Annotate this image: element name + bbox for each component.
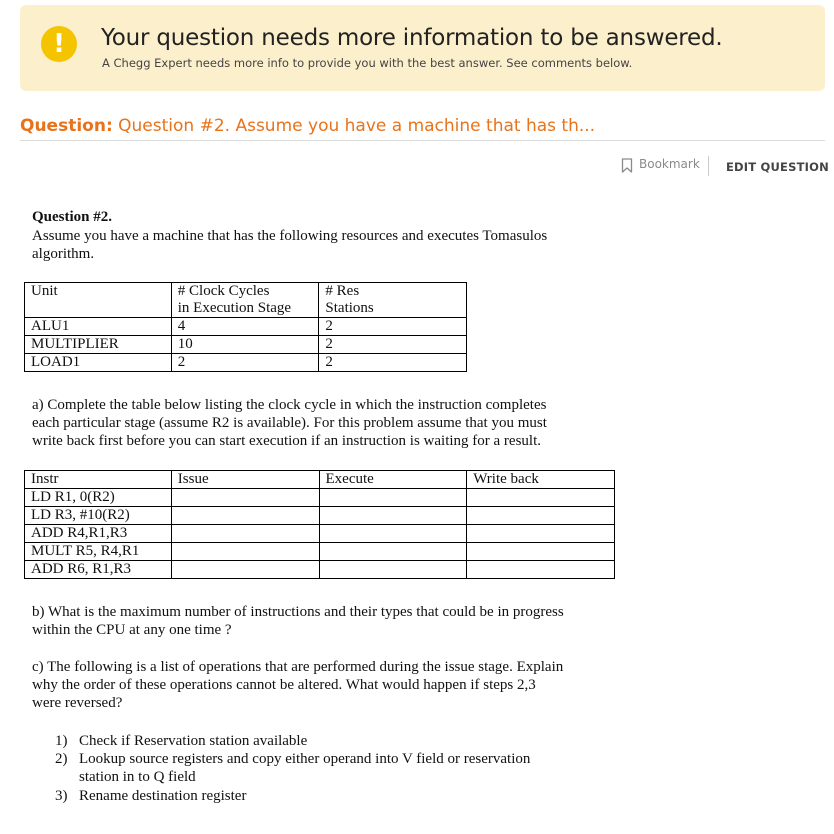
cell: MULTIPLIER <box>25 336 172 354</box>
question-heading: Question #2. <box>32 209 113 225</box>
cell: 2 <box>319 354 467 372</box>
exclamation-icon: ! <box>41 26 77 62</box>
cell <box>319 507 467 525</box>
part-c-text: were reversed? <box>32 695 123 711</box>
banner-subtitle: A Chegg Expert needs more info to provide you with the best answer. See comments below. <box>102 56 633 70</box>
header-cell: # Clock Cycles in Execution Stage <box>171 283 319 318</box>
intro-text: Assume you have a machine that has the following resources and executes Tomasulos <box>32 228 548 244</box>
part-b-text: within the CPU at any one time ? <box>32 622 232 638</box>
table-header-row <box>25 283 467 318</box>
cell: 2 <box>171 354 319 372</box>
table-row <box>25 543 615 561</box>
action-separator <box>708 156 709 176</box>
instruction-table <box>24 470 615 579</box>
cell <box>319 525 467 543</box>
cell <box>319 489 467 507</box>
table-row <box>25 561 615 579</box>
cell <box>171 507 319 525</box>
cell <box>467 543 615 561</box>
step-text: station in to Q field <box>79 769 196 785</box>
step-text: Check if Reservation station available <box>79 733 308 749</box>
cell: MULT R5, R4,R1 <box>25 543 172 561</box>
cell: ADD R6, R1,R3 <box>25 561 172 579</box>
cell: 4 <box>171 318 319 336</box>
cell <box>171 489 319 507</box>
bookmark-label: Bookmark <box>639 157 700 171</box>
table-row <box>25 354 467 372</box>
cell: ADD R4,R1,R3 <box>25 525 172 543</box>
part-a-text: each particular stage (assume R2 is available). For this problem assume that you must <box>32 415 547 431</box>
table-row <box>25 507 615 525</box>
part-b-text: b) What is the maximum number of instructions and their types that could be in progress <box>32 604 564 620</box>
cell: 2 <box>319 318 467 336</box>
part-a-text: a) Complete the table below listing the clock cycle in which the instruction completes <box>32 397 547 413</box>
header-cell: Write back <box>467 471 615 489</box>
cell: LD R3, #10(R2) <box>25 507 172 525</box>
question-preview: Question #2. Assume you have a machine that has th... <box>118 116 596 136</box>
table-row <box>25 318 467 336</box>
step-number: 3) <box>55 788 68 804</box>
step-number: 2) <box>55 751 68 767</box>
edit-question-button[interactable]: EDIT QUESTION <box>726 160 829 174</box>
question-label: Question: <box>20 116 113 136</box>
part-c-text: why the order of these operations cannot be altered. What would happen if steps 2,3 <box>32 677 536 693</box>
header-cell: Issue <box>171 471 319 489</box>
part-c-text: c) The following is a list of operations that are performed during the issue stage. Explain <box>32 659 564 675</box>
cell: ALU1 <box>25 318 172 336</box>
intro-text: algorithm. <box>32 246 95 262</box>
table-header-row <box>25 471 615 489</box>
part-a-text: write back first before you can start execution if an instruction is waiting for a result. <box>32 433 542 449</box>
cell: LOAD1 <box>25 354 172 372</box>
cell: 2 <box>319 336 467 354</box>
cell <box>467 525 615 543</box>
cell: 10 <box>171 336 319 354</box>
cell <box>467 507 615 525</box>
cell <box>319 543 467 561</box>
divider <box>20 140 825 141</box>
resource-table <box>24 282 467 372</box>
banner-title: Your question needs more information to be answered. <box>101 25 723 51</box>
step-text: Lookup source registers and copy either operand into V field or reservation <box>79 751 531 767</box>
cell <box>171 561 319 579</box>
step-text: Rename destination register <box>79 788 247 804</box>
cell: LD R1, 0(R2) <box>25 489 172 507</box>
header-cell: Execute <box>319 471 467 489</box>
cell <box>467 561 615 579</box>
cell <box>319 561 467 579</box>
header-cell: Instr <box>25 471 172 489</box>
cell <box>171 525 319 543</box>
header-cell: Unit <box>25 283 172 318</box>
question-title <box>20 116 595 136</box>
step-number: 1) <box>55 733 68 749</box>
table-row <box>25 336 467 354</box>
cell <box>171 543 319 561</box>
header-cell: # Res Stations <box>319 283 467 318</box>
table-row <box>25 489 615 507</box>
bookmark-icon <box>621 158 633 173</box>
table-row <box>25 525 615 543</box>
cell <box>467 489 615 507</box>
